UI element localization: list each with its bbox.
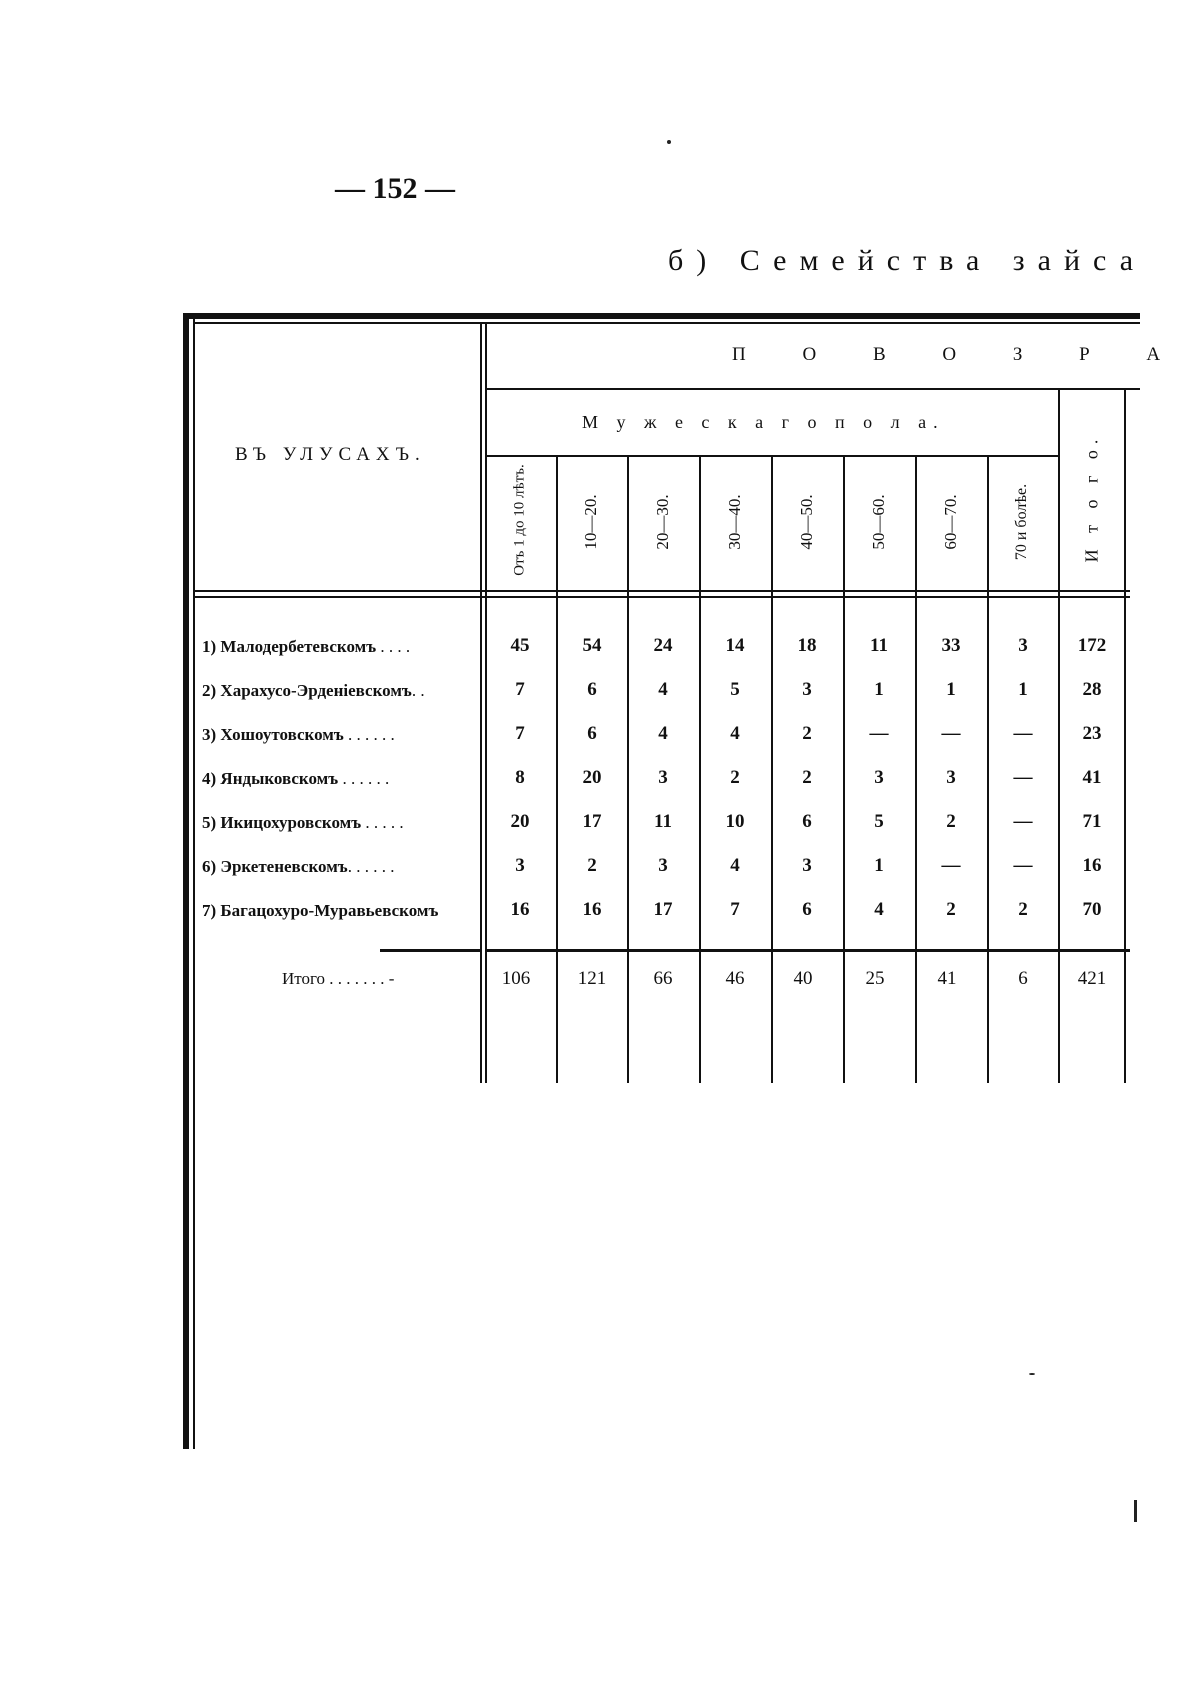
male-header: М у ж е с к а г о п о л а. [582,412,945,432]
row-label [202,813,470,833]
row-label-text: 2) Харахусо-Эрденіевскомъ [202,681,412,700]
table-cell: 4 [658,679,668,700]
row-dots: . . [411,681,425,700]
age-col-header: 10—20. [581,494,600,550]
table-cell: 8 [515,767,525,788]
table-cell: 4 [658,723,668,744]
table-cell: 3 [874,767,884,788]
age-col-header: 50—60. [869,494,888,550]
table-cell: 20 [582,767,602,788]
age-col-header: 30—40. [725,494,744,550]
header-line-2 [487,455,1060,457]
table-cell: 45 [510,635,530,656]
row-dots: . . . . . [361,813,404,832]
table-cell: — [941,723,961,744]
table-cell: 20 [510,811,530,832]
table-cell: 3 [658,855,668,876]
row-label-text: 1) Малодербетевскомъ [202,637,377,656]
row-dots: . . . . . . [338,769,390,788]
row-label-text: 3) Хошоутовскомъ [202,725,344,744]
table-cell-total: 28 [1082,679,1102,700]
table-cell-total: 70 [1082,899,1102,920]
table-cell: 2 [946,811,956,832]
table-cell: — [1013,767,1033,788]
table-cell: 16 [582,899,602,920]
total-cell: 106 [501,968,531,989]
table-cell: 2 [587,855,597,876]
row-label [202,681,470,701]
total-cell: 46 [725,968,745,989]
total-header: И т о г о. [1081,433,1102,563]
table-cell: — [941,855,961,876]
age-col-header: 70 и болѣе. [1013,483,1030,561]
table-cell: 16 [510,899,530,920]
scan-speck [1134,1500,1137,1522]
total-cell: 40 [793,968,813,989]
table-cell: 2 [1018,899,1028,920]
total-dots: . . . . . . . - [329,969,395,988]
table-cell: 7 [515,679,525,700]
row-label [202,901,470,921]
table-cell: 2 [802,767,812,788]
table-cell: 24 [653,635,673,656]
table-title: б) Семейства зайса [668,244,1147,277]
table-cell: 4 [874,899,884,920]
table-cell: 3 [802,855,812,876]
row-label-text: 4) Яндыковскомъ [202,769,339,788]
table-cell: 6 [587,723,597,744]
row-dots: . . . . . . [343,725,395,744]
total-rule-left [380,949,480,952]
table-left-border [183,313,189,1449]
total-cell: 25 [865,968,885,989]
table-cell: 17 [653,899,673,920]
table-cell: 7 [515,723,525,744]
table-cell: 3 [802,679,812,700]
table-cell: 5 [730,679,740,700]
table-cell: 11 [654,811,672,832]
table-cell: 1 [874,855,884,876]
age-col-header: 20—30. [653,494,672,550]
row-label-text: 6) Эркетеневскомъ [202,857,348,876]
table-cell: 3 [515,855,525,876]
table-cell: — [1013,811,1033,832]
total-cell: 121 [577,968,607,989]
row-label [202,637,470,657]
row-label-text: 5) Икицохуровскомъ [202,813,362,832]
age-col-header: Отъ 1 до 10 лѣтъ. [511,464,528,576]
table-left-border-inner [193,313,195,1449]
total-label-text: Итого [282,969,326,988]
table-cell: 3 [1018,635,1028,656]
table-cell-total: 23 [1082,723,1102,744]
age-col-header: 40—50. [797,494,816,550]
district-header: ВЪ УЛУСАХЪ. [235,444,426,465]
header-bottom-line-2 [195,596,1130,598]
page-number: — 152 — [335,172,455,205]
table-cell: 5 [874,811,884,832]
table-cell-total: 71 [1082,811,1102,832]
table-cell: 17 [582,811,602,832]
table-cell: — [869,723,889,744]
table-cell: 18 [797,635,817,656]
table-cell: 4 [730,855,740,876]
row-dots: . . . . . . [347,857,395,876]
table-cell: 11 [870,635,888,656]
table-cell: 2 [730,767,740,788]
group-header: П О В О З Р А [732,344,1186,365]
table-cell: 6 [587,679,597,700]
table-cell: 54 [582,635,602,656]
age-col-header: 60—70. [941,494,960,550]
total-label [282,969,394,989]
table-top-border-inner [193,322,1140,324]
total-cell: 41 [937,968,957,989]
row-label-text: 7) Багацохуро-Муравьевскомъ [202,901,439,920]
table-cell: 7 [730,899,740,920]
total-cell-grand: 421 [1077,968,1107,989]
table-cell-total: 16 [1082,855,1102,876]
total-cell: 6 [1018,968,1028,989]
table-cell: 14 [725,635,745,656]
row-label [202,857,470,877]
total-rule [487,949,1130,952]
table-cell-total: 41 [1082,767,1102,788]
table-cell: 2 [946,899,956,920]
table-cell: — [1013,855,1033,876]
table-cell: 2 [802,723,812,744]
header-line-1 [487,388,1140,390]
table-cell: 6 [802,899,812,920]
header-bottom-line [195,590,1130,592]
row-label [202,769,470,789]
table-cell: 1 [946,679,956,700]
row-label [202,725,470,745]
table-cell: 1 [874,679,884,700]
table-cell: 6 [802,811,812,832]
scan-speck [1029,1373,1035,1375]
table-top-border [183,313,1140,319]
table-cell: 33 [941,635,961,656]
table-cell: 3 [658,767,668,788]
table-cell: 10 [725,811,745,832]
row-dots: . . . . [376,637,411,656]
table-cell: 3 [946,767,956,788]
total-cell: 66 [653,968,673,989]
table-cell: — [1013,723,1033,744]
table-cell-total: 172 [1077,635,1107,656]
table-cell: 4 [730,723,740,744]
table-cell: 1 [1018,679,1028,700]
scan-speck [667,140,671,144]
